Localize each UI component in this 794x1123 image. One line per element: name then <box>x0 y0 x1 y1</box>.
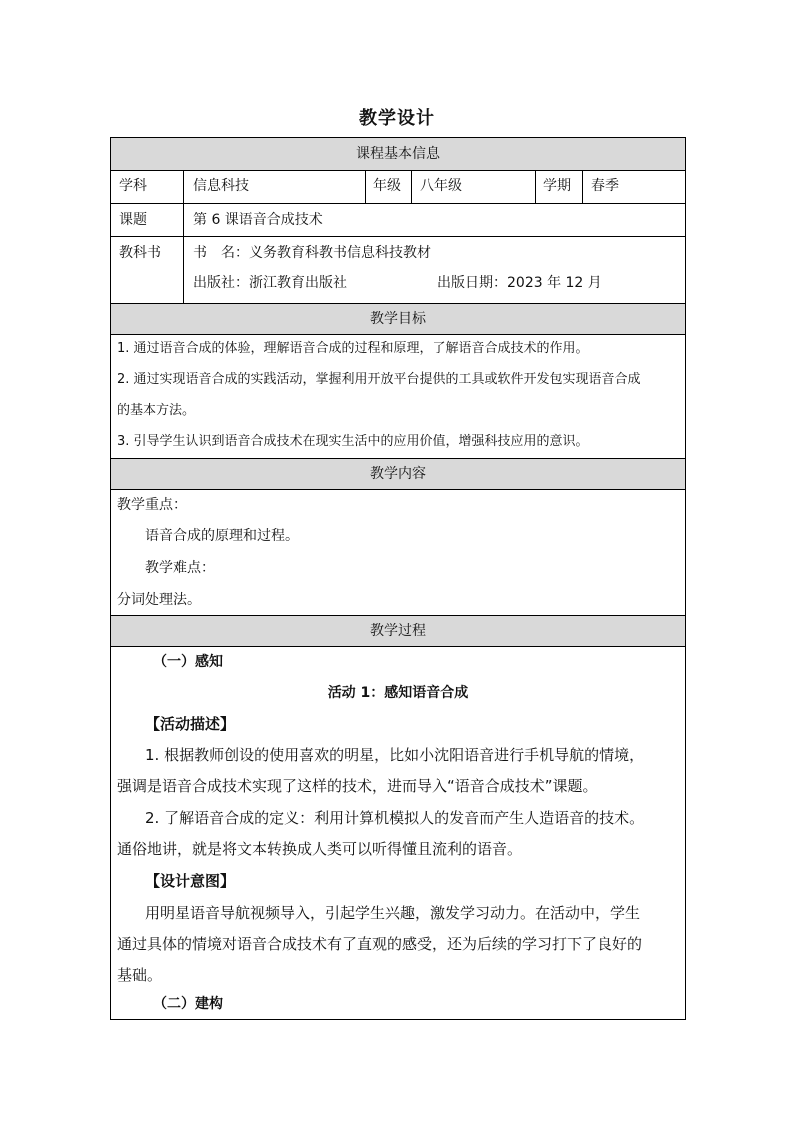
design-intent-line-2: 通过具体的情境对语音合成技术有了直观的感受，还为后续的学习打下了良好的 <box>117 935 643 953</box>
lesson-plan-table <box>110 137 686 1020</box>
divider <box>111 334 685 335</box>
section-perception: （一）感知 <box>153 654 223 670</box>
description-2-line-2: 通俗地讲，就是将文本转换成人类可以听得懂且流利的语音。 <box>117 840 523 858</box>
difficulty-text: 分词处理法。 <box>117 592 201 608</box>
difficulty-label: 教学难点： <box>145 560 215 576</box>
description-2-line-1: 2. 了解语音合成的定义：利用计算机模拟人的发音而产生人造语音的技术。 <box>145 809 645 827</box>
objectives-header: 教学目标 <box>111 304 685 334</box>
divider <box>111 489 685 490</box>
subject-value: 信息科技 <box>193 178 249 194</box>
design-intent-line-3: 基础。 <box>117 966 163 984</box>
objective-item-2-line-1: 2. 通过实现语音合成的实践活动，掌握利用开放平台提供的工具或软件开发包实现语音合成 <box>117 372 641 387</box>
grade-label: 年级 <box>373 178 401 194</box>
basic-info-header: 课程基本信息 <box>111 138 685 170</box>
design-intent-label: 【设计意图】 <box>145 872 236 890</box>
key-points-text: 语音合成的原理和过程。 <box>145 528 299 544</box>
subject-label: 学科 <box>119 178 147 194</box>
textbook-publisher: 出版社：浙江教育出版社 <box>193 275 347 291</box>
divider <box>111 236 685 237</box>
grade-value: 八年级 <box>420 178 462 194</box>
divider <box>535 170 536 203</box>
lesson-label: 课题 <box>119 212 147 228</box>
activity-1-title: 活动 1：感知语音合成 <box>327 685 469 701</box>
objective-item-2-line-2: 的基本方法。 <box>117 403 196 418</box>
divider <box>111 203 685 204</box>
design-intent-line-1: 用明星语音导航视频导入，引起学生兴趣，激发学习动力。在活动中，学生 <box>145 904 641 922</box>
key-points-label: 教学重点： <box>117 497 187 513</box>
lesson-value: 第 6 课语音合成技术 <box>193 212 323 228</box>
term-label: 学期 <box>543 178 571 194</box>
divider <box>582 170 583 203</box>
document-title: 教学设计 <box>359 108 435 129</box>
section-construction: （二）建构 <box>153 996 223 1012</box>
content-header: 教学内容 <box>111 459 685 489</box>
description-1-line-1: 1. 根据教师创设的使用喜欢的明星，比如小沈阳语音进行手机导航的情境， <box>145 746 645 764</box>
divider <box>411 170 412 203</box>
term-value: 春季 <box>591 178 619 194</box>
process-header: 教学过程 <box>111 616 685 646</box>
textbook-name: 书 名：义务教育科教书信息科技教材 <box>193 245 431 261</box>
objective-item-3: 3. 引导学生认识到语音合成技术在现实生活中的应用价值，增强科技应用的意识。 <box>117 434 589 449</box>
divider <box>365 170 366 203</box>
activity-description-label: 【活动描述】 <box>145 715 236 733</box>
textbook-pub-date: 出版日期：2023 年 12 月 <box>437 275 602 291</box>
description-1-line-2: 强调是语音合成技术实现了这样的技术，进而导入“语音合成技术”课题。 <box>117 777 598 795</box>
divider <box>111 170 685 171</box>
divider <box>111 646 685 647</box>
textbook-label: 教科书 <box>119 245 161 261</box>
objective-item-1: 1. 通过语音合成的体验，理解语音合成的过程和原理，了解语音合成技术的作用。 <box>117 341 589 356</box>
